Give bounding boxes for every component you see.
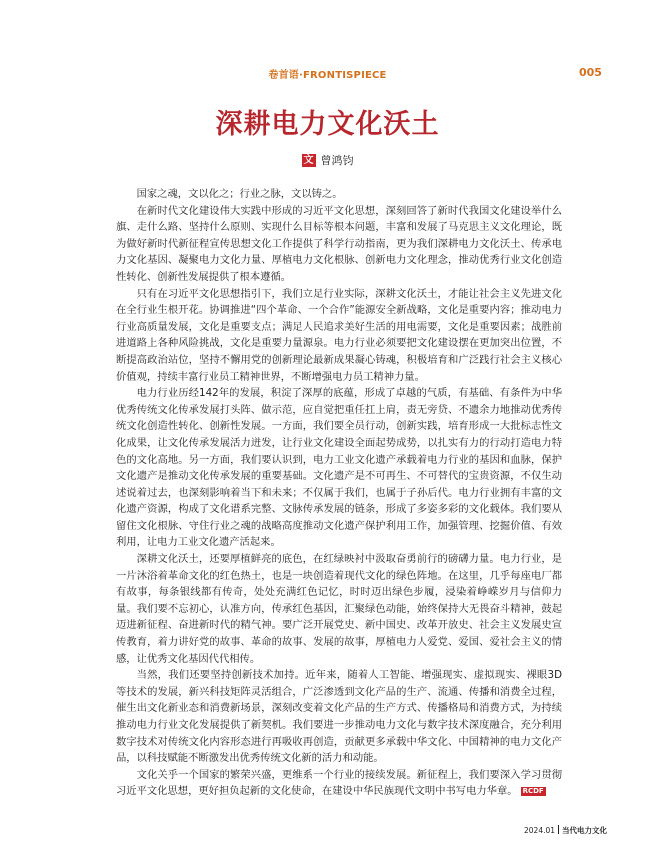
paragraph-text: 文化关乎一个国家的繁荣兴盛，更维系一个行业的接续发展。新征程上，我们要深入学习贯彻习近平文化思想，更好担负起新的文化使命，在建设中华民族现代文明中书写电力华章。 [116,768,562,798]
page-footer [524,825,607,836]
issue-date: 2024.01 [524,826,556,835]
paragraph: 当然，我们还要坚持创新技术加持。近年来，随着人工智能、增强现实、虚拟现实、裸眼3D等技术的发展，新兴科技矩阵灵活组合，广泛渗透到文化产品的生产、流通、传播和消费全过程，催生出文化新业态和消费新场景，深刻改变着文化产品的生产方式、传播格局和消费方式，为持续推动电力行业文化发展提供了新契机。我们要进一步推动电力文化与数字技术深度融合，充分利用数字技术对传统文化内容形态进行再吸收再创造，贡献更多承载中华文化、中国精神的电力文化产品，以科技赋能不断激发出优秀传统文化新的活力和动能。 [116,669,562,765]
magazine-name: 当代电力文化 [562,826,608,835]
article-title: 深耕电力文化沃土 [215,109,440,140]
section-label: 卷首语·FRONTISPIECE [268,70,387,81]
last-paragraph [116,767,562,800]
byline-badge: 文 [303,155,314,166]
footer-divider [558,825,559,834]
end-mark: RCDF [522,787,544,796]
paragraph: 电力行业历经142年的发展，积淀了深厚的底蕴，形成了卓越的气质，有基础、有条件为中华优秀传统文化传承发展打头阵、做示范，应自觉把重任扛上肩，责无旁贷、不遗余力地推动优秀传统文化创造性转化、创新性发展。一方面，我们要全员行动，创新实践，培育形成一大批标志性文化成果，让文化传承发展活力迸发，让行业文化建设全面起势成势，以扎实有力的行动打造电力特色的文化高地。另一方面，我们要认识到，电力工业文化遗产承载着电力行业的基因和血脉，保护文化遗产是推动文化传承发展的重要基础。文化遗产是不可再生、不可替代的宝贵资源，不仅生动述说着过去，也深刻影响着当下和未来；不仅属于我们，也属于子孙后代。电力行业拥有丰富的文化遗产资源，构成了文化谱系完整、文脉传承发展的链条，形成了多姿多彩的文化载体。我们要从留住文化根脉、守住行业之魂的战略高度推动文化遗产保护利用工作，加强管理、挖掘价值、有效利用，让电力工业文化遗产活起来。 [116,387,562,549]
page-header [0,66,655,82]
author-name: 曾鸿钧 [320,154,354,167]
paragraph: 国家之魂，文以化之；行业之脉，文以铸之。 [136,188,343,200]
paragraph: 只有在习近平文化思想指引下，我们立足行业实际，深耕文化沃土，才能让社会主义先进文化在全行业生根开花。协调推进“四个革命、一个合作”能源安全新战略，文化是重要内容；推动电力行业高质量发展，文化是重要支点；满足人民追求美好生活的用电需要，文化是重要因素；战胜前进道路上各种风险挑战，文化是重要力量源泉。电力行业必须要把文化建设摆在更加突出位置，不断提高政治站位，坚持不懈用党的创新理论最新成果凝心铸魂，积极培育和广泛践行社会主义核心价值观，持续丰富行业员工精神世界，不断增强电力员工精神力量。 [116,287,562,383]
article-body [116,186,562,800]
byline [0,152,655,168]
paragraph: 在新时代文化建设伟大实践中形成的习近平文化思想，深刻回答了新时代我国文化建设举什么旗、走什么路、坚持什么原则、实现什么目标等根本问题，丰富和发展了马克思主义文化理论，既为做好新时代新征程宣传思想文化工作提供了科学行动指南，更为我们深耕电力文化沃土、传承电力文化基因、凝聚电力文化力量、厚植电力文化根脉、创新电力文化理念，推动优秀行业文化创造性转化、创新性发展提供了根本遵循。 [116,204,562,283]
paragraph: 深耕文化沃土，还要厚植鲜亮的底色，在红绿映衬中汲取奋勇前行的磅礴力量。电力行业，是一片沐浴着革命文化的红色热土，也是一块创造着现代文化的绿色阵地。在这里，几乎每座电厂都有故事，每条银线都有传奇，处处充满红色记忆，时时迈出绿色步履，浸染着峥嵘岁月与信仰力量。我们要不忘初心，认准方向，传承红色基因，汇聚绿色动能，始终保持大无畏奋斗精神，鼓起迈进新征程、奋进新时代的精气神。要广泛开展党史、新中国史、改革开放史、社会主义发展史宣传教育，着力讲好党的故事、革命的故事、发展的故事，厚植电力人爱党、爱国、爱社会主义的情感，让优秀文化基因代代相传。 [116,553,562,665]
page-number: 005 [579,66,602,79]
